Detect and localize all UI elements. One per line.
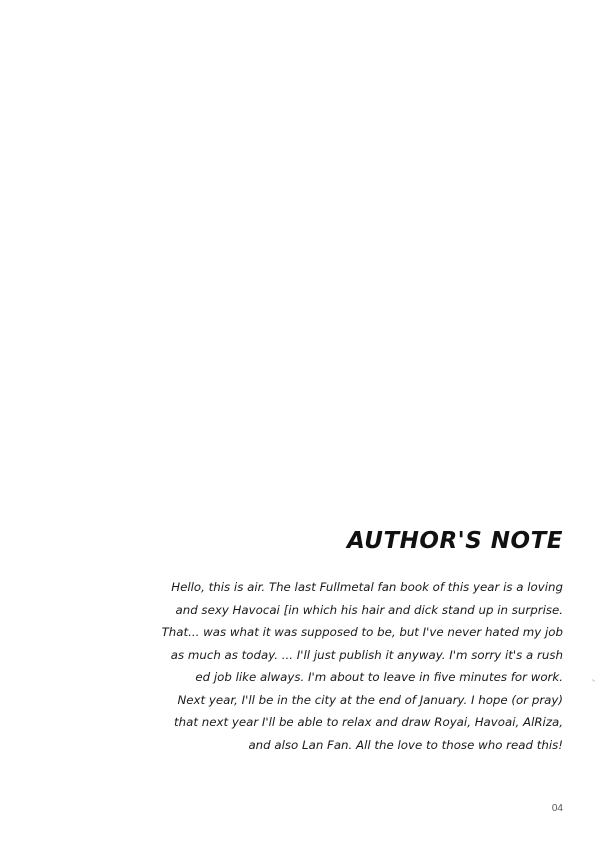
note-line: ed job like always. I'm about to leave in five minutes for work.: [195, 670, 563, 684]
note-line: Next year, I'll be in the city at the end of January. I hope (or pray): [177, 692, 563, 707]
note-line: Hello, this is air. The last Fullmetal fan book of this year is a loving: [171, 580, 563, 594]
page-number: 04: [551, 803, 563, 814]
note-line: That... was what it was supposed to be, but I've never hated my job: [161, 625, 563, 639]
page-title: AUTHOR'S NOTE: [347, 528, 563, 554]
note-line: that next year I'll be able to relax and draw Royai, Havoai, AlRiza,: [174, 715, 563, 729]
author-note-body: [123, 576, 563, 756]
note-line: and also Lan Fan. All the love to those who read this!: [248, 737, 563, 752]
note-line: as much as today. ... I'll just publish it anyway. I'm sorry it's a rush: [170, 647, 563, 662]
scan-speck: [592, 679, 595, 682]
note-line: and sexy Havocai [in which his hair and dick stand up in surprise.: [175, 602, 563, 617]
